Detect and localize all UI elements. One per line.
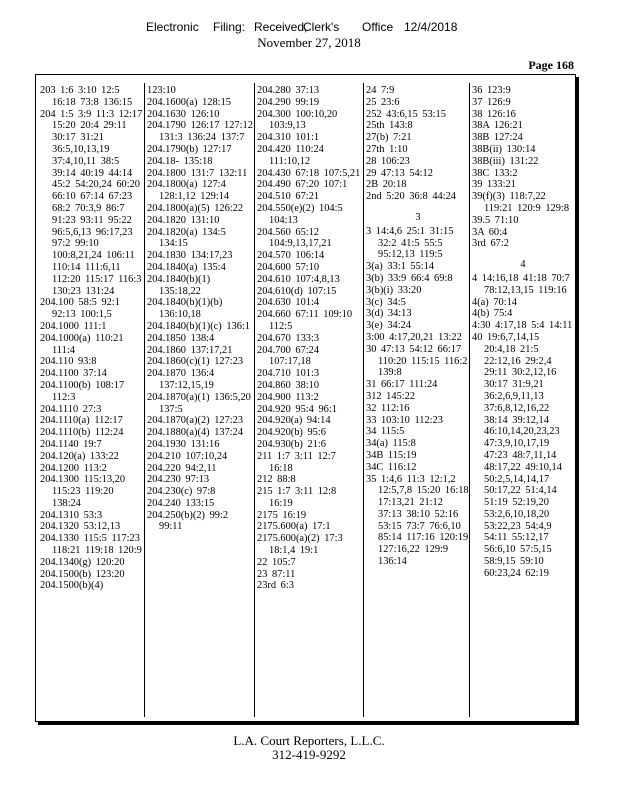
index-entry: 34(a) 115:8 bbox=[366, 438, 416, 450]
index-entry: 25 23:6 bbox=[366, 96, 400, 108]
index-entry: 204.1110(a) 112:17 bbox=[40, 415, 123, 427]
page-number: Page 168 bbox=[528, 58, 574, 72]
index-entry: 204.600 57:10 bbox=[257, 261, 320, 273]
index-entry: 204.1850 138:4 bbox=[147, 332, 215, 344]
court-reporter-name: L.A. Court Reporters, L.L.C. bbox=[233, 733, 385, 748]
index-entry: 204.18- 135:18 bbox=[147, 155, 213, 167]
index-entry: 31 66:17 111:24 bbox=[366, 379, 438, 391]
index-entry: 29 47:13 54:12 bbox=[366, 167, 433, 179]
index-entry: 204.1820 131:10 bbox=[147, 214, 220, 226]
index-entry: 204.1860 137:17,21 bbox=[147, 344, 233, 356]
index-entry: 204 1:5 3:9 11:3 12:17 15:20 20:4 29:11 30:17 31:21 36:5,10,13,19 37:4,10,11 38:5 39:14 40:19 44:14 45:2 54:20,24 60:20 66:10 67:14 67:23 68:2 70:3,9 86:7 91:23 93:11 95:22 96:5,6,13 96:17,23 97:2 99:10 100:8,21,24 106:11 110:14 111:6,11 112:20 115:17 116:3 130:23 131:24 bbox=[40, 108, 143, 297]
index-entry: 204.610(d) 107:15 bbox=[257, 285, 337, 297]
index-entry: 204.1840(b)(1)(b) 136:10,18 bbox=[147, 297, 223, 321]
index-entry: 38B 127:24 bbox=[472, 132, 523, 144]
index-entry: 204.1500(b)(4) bbox=[40, 580, 104, 592]
index-entry: 204.1820(a) 134:5 134:15 bbox=[147, 226, 226, 250]
index-entry: 204.1340(g) 120:20 bbox=[40, 556, 125, 568]
index-entry: 23rd 6:3 bbox=[257, 580, 294, 592]
index-entry: 4 14:16,18 41:18 70:7 78:12,13,15 119:16 bbox=[472, 272, 570, 296]
index-entry: 252 43:6,15 53:15 bbox=[366, 108, 446, 120]
stamp-word: Received, bbox=[254, 20, 308, 34]
stamp-word: Filing: bbox=[213, 20, 246, 34]
index-entry: 123:10 bbox=[147, 85, 176, 96]
index-entry: 39(f)(3) 118:7,22 119:21 120:9 129:8 bbox=[472, 191, 570, 214]
index-entry: 204.630 101:4 bbox=[257, 297, 320, 309]
index-entry: 212 88:8 bbox=[257, 474, 296, 486]
index-entry: 38 126:16 bbox=[472, 108, 516, 120]
index-entry: 204.280 37:13 bbox=[257, 85, 320, 96]
index-entry: 38C 133:2 bbox=[472, 167, 518, 179]
index-entry: 2nd 5:20 36:8 44:24 bbox=[366, 191, 456, 203]
index-entry: 3A 60:4 bbox=[472, 226, 508, 238]
index-entry: 204.1830 134:17,23 bbox=[147, 250, 233, 262]
index-letter-heading: 3 bbox=[415, 211, 421, 223]
index-entry: 3(a) 33:1 55:14 bbox=[366, 261, 435, 273]
word-index-box bbox=[35, 74, 576, 722]
index-entry: 204.120(a) 133:22 bbox=[40, 450, 119, 462]
index-entry: 204.1790(b) 127:17 bbox=[147, 143, 232, 155]
index-entry: 204.660 67:11 109:10 112:5 bbox=[257, 309, 353, 332]
index-entry: 204.220 94:2,11 bbox=[147, 462, 217, 474]
index-entry: 204.610 107:4,8,13 bbox=[257, 273, 340, 285]
index-entry: 204.230(c) 97:8 bbox=[147, 486, 216, 498]
index-entry: 204.100 58:5 92:1 92:13 100:1,5 bbox=[40, 297, 120, 321]
stamp-word: Clerk's bbox=[303, 20, 340, 34]
index-entry: 204.1140 19:7 bbox=[40, 438, 102, 450]
index-entry: 204.1870(a)(2) 127:23 bbox=[147, 415, 244, 427]
index-entry: 204.710 101:3 bbox=[257, 368, 320, 380]
stamp-word: 12/4/2018 bbox=[404, 20, 458, 34]
index-entry: 204.250(b)(2) 99:2 99:11 bbox=[147, 509, 229, 533]
index-entry: 38B(iii) 131:22 bbox=[472, 155, 539, 167]
index-entry: 3(c) 34:5 bbox=[366, 296, 406, 308]
index-entry: 39.5 71:10 bbox=[472, 214, 519, 226]
index-entry: 34B 115:19 bbox=[366, 449, 417, 461]
index-entry: 204.1800(a)(5) 126:22 bbox=[147, 202, 244, 214]
index-entry: 204.290 99:19 bbox=[257, 96, 320, 108]
index-entry: 204.1000 111:1 bbox=[40, 320, 107, 332]
index-entry: 27(b) 7:21 bbox=[366, 132, 412, 144]
index-entry: 3(b)(i) 33:20 bbox=[366, 284, 422, 296]
index-entry: 30 47:13 54:12 66:17 110:20 115:15 116:2 139:8 bbox=[366, 343, 468, 379]
index-entry: 2175.600(a) 17:1 bbox=[257, 521, 331, 533]
index-entry: 204.300 100:10,20 103:9,13 bbox=[257, 108, 338, 132]
index-entry: 203 1:6 3:10 12:5 16:18 73:8 136:15 bbox=[40, 85, 133, 108]
index-entry: 3(e) 34:24 bbox=[366, 320, 411, 332]
index-entry: 2B 20:18 bbox=[366, 179, 407, 191]
index-column-1 bbox=[40, 85, 144, 715]
stamp-word: Electronic bbox=[146, 20, 199, 34]
column-divider bbox=[469, 83, 470, 717]
index-entry: 204.1330 115:5 117:23 118:21 119:18 120:9 bbox=[40, 533, 142, 557]
index-entry: 204.230 97:13 bbox=[147, 474, 210, 486]
index-entry: 35 1:4,6 11:3 12:1,2 12:5,7,8 15:20 16:18 17:13,21 21:12 37:13 38:10 52:16 53:15 73:7 76:6,10 85:14 117:16 120:19 127:16,22 129:9 136:14 bbox=[366, 473, 469, 568]
index-entry: 204.1600(a) 128:15 bbox=[147, 96, 231, 108]
index-entry: 37 126:9 bbox=[472, 96, 511, 108]
index-entry: 4:30 4:17,18 5:4 14:11 bbox=[472, 320, 573, 332]
index-entry: 204.110 93:8 bbox=[40, 356, 97, 368]
index-entry: 39 133:21 bbox=[472, 179, 516, 191]
index-entry: 204.510 67:21 bbox=[257, 191, 320, 203]
index-entry: 204.550(e)(2) 104:5 104:13 bbox=[257, 202, 343, 226]
index-entry: 28 106:23 bbox=[366, 155, 410, 167]
index-entry: 204.1500(b) 123:20 bbox=[40, 568, 125, 580]
index-entry: 204.310 101:1 bbox=[257, 132, 320, 144]
index-entry: 3(b) 33:9 66:4 69:8 bbox=[366, 272, 453, 284]
index-column-5 bbox=[472, 85, 574, 715]
index-entry: 204.560 65:12 104:9,13,17,21 bbox=[257, 226, 332, 250]
index-letter-heading: 4 bbox=[520, 259, 526, 271]
index-entry: 204.1100 37:14 bbox=[40, 368, 107, 380]
index-entry: 3:00 4:17,20,21 13:22 bbox=[366, 331, 462, 343]
court-reporter-phone: 312-419-9292 bbox=[272, 747, 346, 762]
index-entry: 33 103:10 112:23 bbox=[366, 414, 443, 426]
index-entry: 3(d) 34:13 bbox=[366, 308, 412, 320]
index-column-4 bbox=[366, 85, 470, 715]
column-divider bbox=[144, 83, 145, 717]
index-column-3 bbox=[257, 85, 363, 715]
index-entry: 204.1200 113:2 bbox=[40, 462, 107, 474]
index-entry: 204.490 67:20 107:1 bbox=[257, 179, 348, 191]
index-entry: 211 1:7 3:11 12:7 16:18 bbox=[257, 450, 336, 474]
index-entry: 24 7:9 bbox=[366, 85, 395, 96]
index-entry: 204.1880(a)(4) 137:24 bbox=[147, 427, 244, 439]
index-entry: 3 14:4,6 25:1 31:15 32:2 41:5 55:5 95:12,13 119:5 bbox=[366, 225, 454, 261]
index-entry: 204.1310 53:3 bbox=[40, 509, 103, 521]
index-entry: 204.1110 27:3 bbox=[40, 403, 102, 415]
index-entry: 204.900 113:2 bbox=[257, 391, 319, 403]
index-entry: 4(b) 75:4 bbox=[472, 308, 513, 320]
index-entry: 204.1110(b) 112:24 bbox=[40, 427, 124, 439]
column-divider bbox=[254, 83, 255, 717]
index-entry: 204.1840(b)(1)(c) 136:1 bbox=[147, 320, 250, 332]
index-entry: 204.420 110:24 111:10,12 bbox=[257, 143, 324, 167]
index-entry: 204.920(b) 95:6 bbox=[257, 427, 326, 439]
index-entry: 204.1790 126:17 127:12 131:3 136:24 137:7 bbox=[147, 120, 253, 144]
index-entry: 22 105:7 bbox=[257, 556, 296, 568]
index-entry: 204.1300 115:13,20 115:23 119:20 138:24 bbox=[40, 474, 126, 509]
index-column-2 bbox=[147, 85, 254, 715]
index-entry: 204.210 107:10,24 bbox=[147, 450, 228, 462]
index-entry: 34 115:5 bbox=[366, 426, 405, 438]
index-entry: 3rd 67:2 bbox=[472, 238, 509, 250]
index-entry: 204.1930 131:16 bbox=[147, 438, 220, 450]
index-entry: 204.1000(a) 110:21 111:4 bbox=[40, 332, 124, 356]
index-entry: 204.670 133:3 bbox=[257, 332, 320, 344]
index-entry: 204.1860(c)(1) 127:23 bbox=[147, 356, 244, 368]
index-entry: 215 1:7 3:11 12:8 16:19 bbox=[257, 486, 337, 509]
index-entry: 204.1630 126:10 bbox=[147, 108, 220, 120]
index-entry: 204.1870 136:4 137:12,15,19 bbox=[147, 368, 215, 391]
index-entry: 38A 126:21 bbox=[472, 120, 523, 132]
index-entry: 38B(ii) 130:14 bbox=[472, 143, 536, 155]
index-entry: 2175.600(a)(2) 17:3 18:1,4 19:1 bbox=[257, 533, 343, 557]
index-entry: 204.860 38:10 bbox=[257, 379, 320, 391]
index-entry: 204.570 106:14 bbox=[257, 250, 325, 262]
index-entry: 204.930(b) 21:6 bbox=[257, 438, 326, 450]
index-entry: 204.240 133:15 bbox=[147, 497, 215, 509]
index-entry: 204.1840(b)(1) 135:18,22 bbox=[147, 273, 211, 297]
index-entry: 204.1800 131:7 132:11 bbox=[147, 167, 248, 179]
index-entry: 204.1800(a) 127:4 128:1,12 129:14 bbox=[147, 179, 230, 203]
index-entry: 204.1320 53:12,13 bbox=[40, 521, 121, 533]
column-divider bbox=[363, 83, 364, 717]
page-footer bbox=[0, 734, 618, 762]
index-entry: 32 112:16 bbox=[366, 402, 410, 414]
hearing-date: November 27, 2018 bbox=[257, 35, 361, 50]
index-entry: 27th 1:10 bbox=[366, 143, 408, 155]
stamp-word: Office bbox=[362, 20, 394, 34]
index-entry: 204.1870(a)(1) 136:5,20 137:5 bbox=[147, 391, 251, 415]
index-entry: 2175 16:19 bbox=[257, 509, 307, 521]
index-entry: 4(a) 70:14 bbox=[472, 296, 517, 308]
index-entry: 204.700 67:24 107:17,18 bbox=[257, 344, 320, 368]
index-entry: 204.1840(a) 135:4 bbox=[147, 261, 226, 273]
index-entry: 204.1100(b) 108:17 112:3 bbox=[40, 379, 125, 403]
index-entry: 204.920(a) 94:14 bbox=[257, 415, 331, 427]
index-entry: 23 87:11 bbox=[257, 568, 296, 580]
index-entry: 204.430 67:18 107:5,21 bbox=[257, 167, 361, 179]
index-entry: 34C 116:12 bbox=[366, 461, 417, 473]
index-entry: 36 123:9 bbox=[472, 85, 511, 96]
index-entry: 25th 143:8 bbox=[366, 120, 413, 132]
index-entry: 40 19:6,7,14,15 20:4,18 21:5 22:12,16 29:2,4 29:11 30:2,12,16 30:17 31:9,21 36:2,6,9,11,13 37:6,8,12,16,22 38:14 39:12,14 46:10,14,20,23,23 47:3,9,10,17,19 47:23 48:7,11,14 48:17,22 49:10,14 50:2,5,14,14,17 50:17,22 51:4,14 51:19 52:19,20 53:2,6,10,18,20 53:22,23 54:4,9 54:11 55:12,17 56:6,10 57:5,15 58:9,15 59:10 60:23,24 62:19 bbox=[472, 331, 562, 579]
index-entry: 204.920 95:4 96:1 bbox=[257, 403, 337, 415]
index-entry: 312 145:22 bbox=[366, 390, 416, 402]
